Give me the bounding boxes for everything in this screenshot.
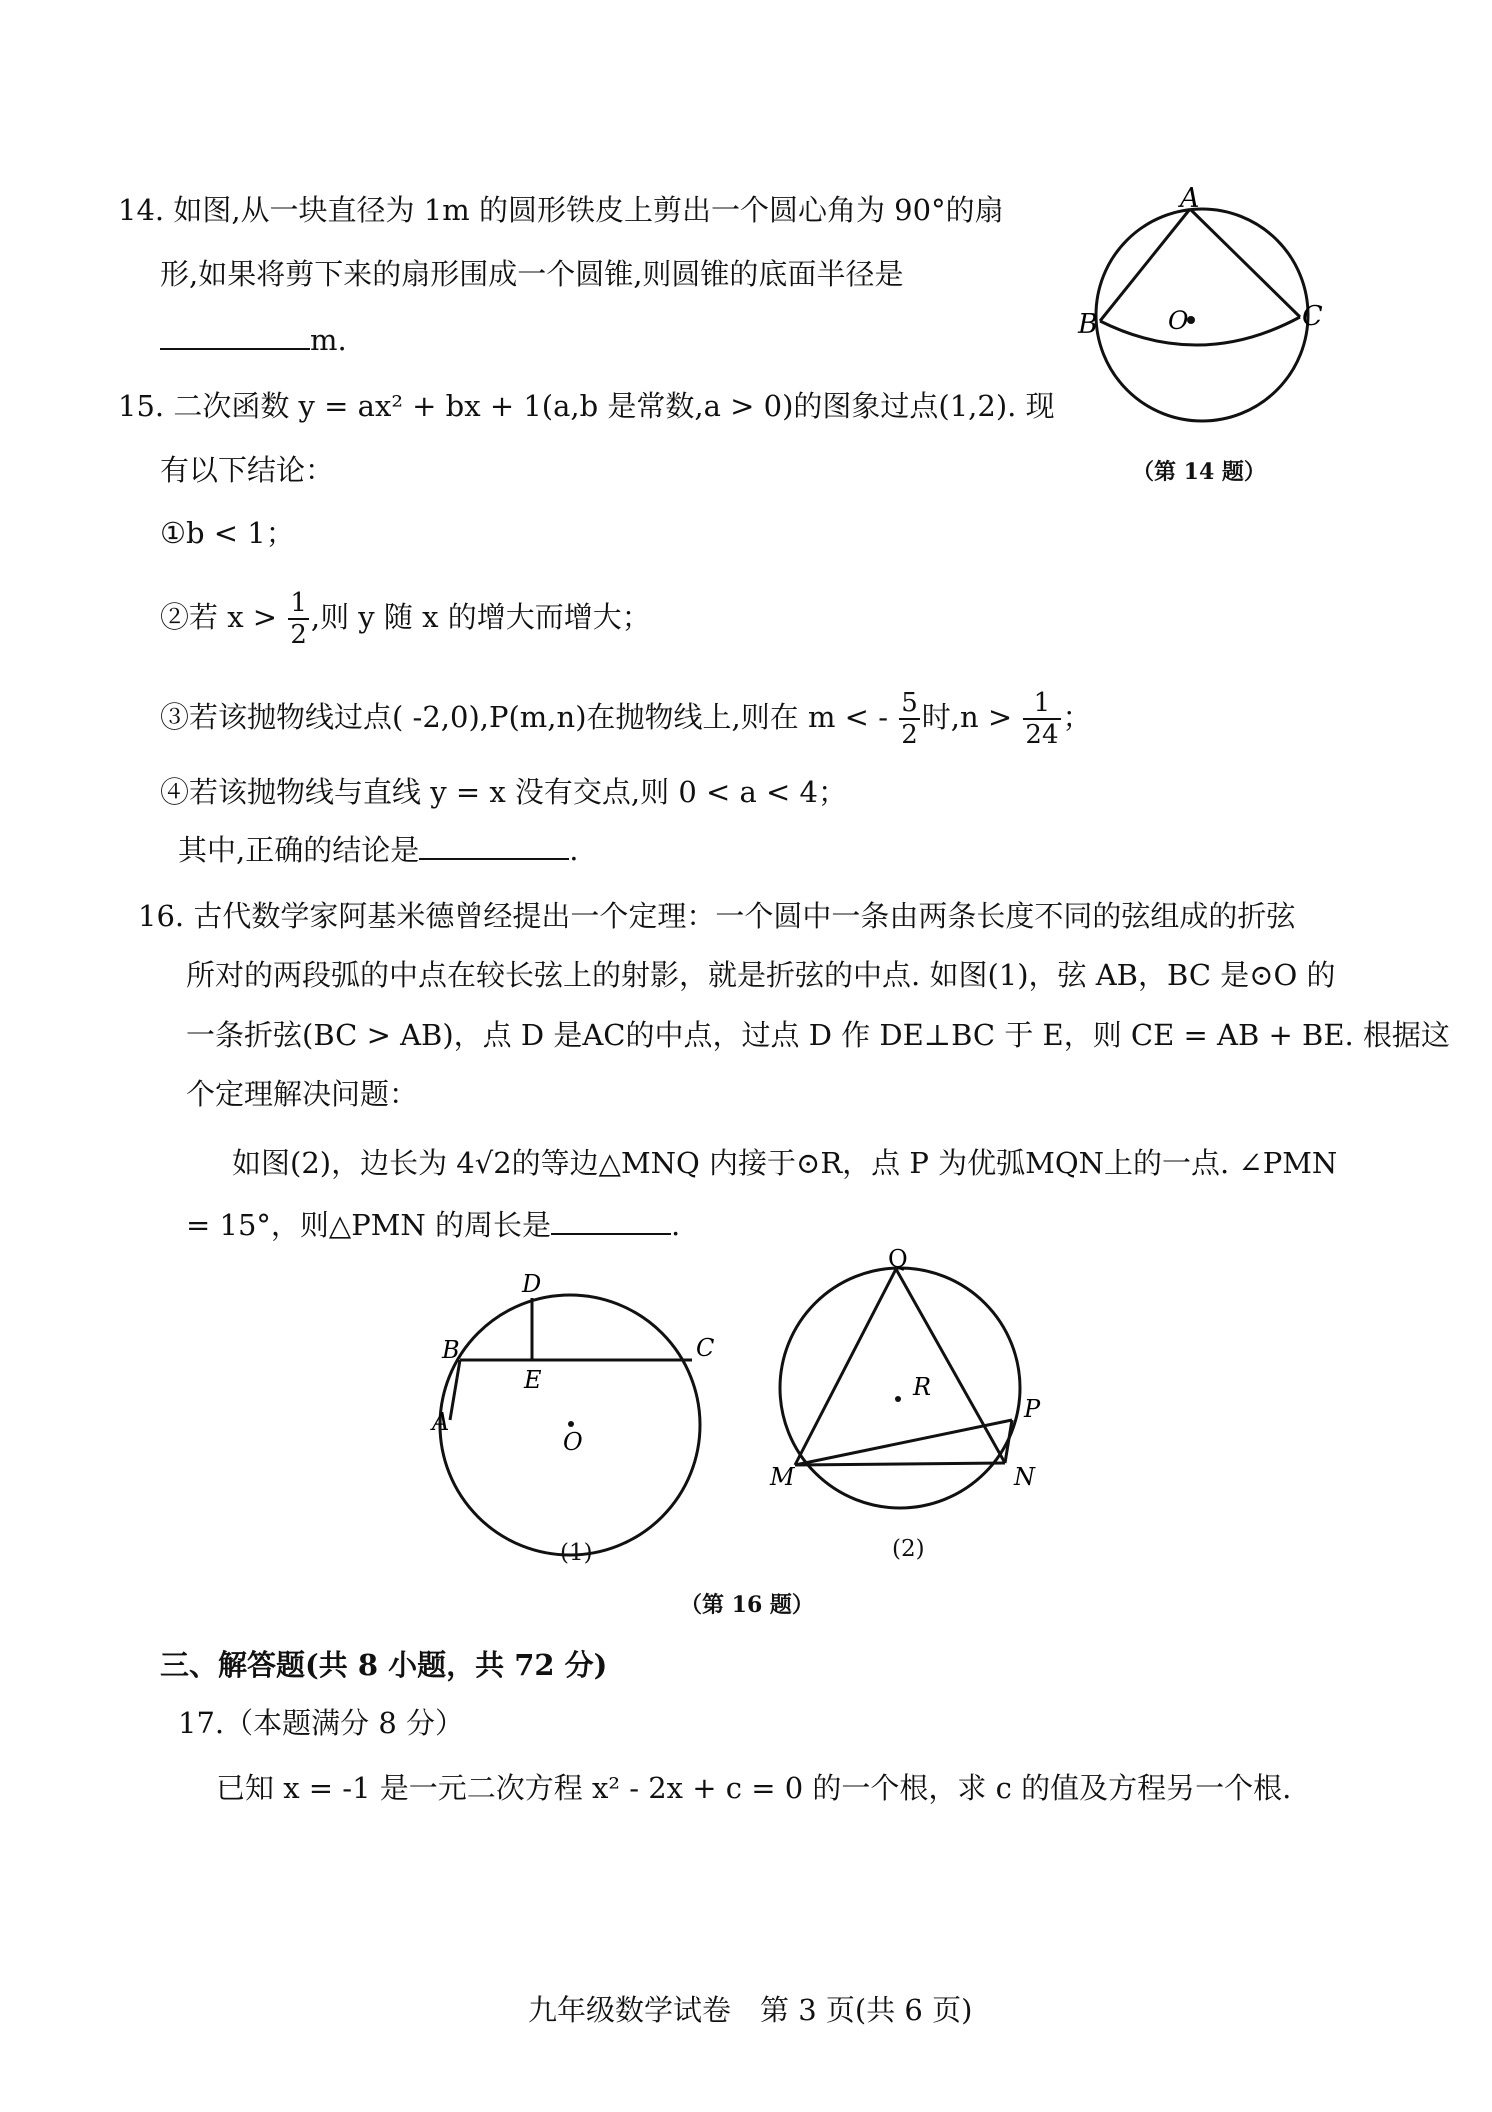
q15-stem-b: 有以下结论： (160, 453, 335, 487)
q16-line5: 如图(2)，边长为 4√2的等边△MNQ 内接于⊙R，点 P 为优弧MQN上的一点. ∠PMN (232, 1146, 1338, 1180)
q15-c2-pre: ②若 x > (160, 600, 278, 634)
q14-number: 14. (118, 193, 165, 227)
q15-c2-numerator: 1 (290, 588, 307, 618)
q14-label-c: C (1302, 301, 1323, 332)
q16-fig1-label-a: A (432, 1408, 450, 1436)
q14-text-1: 如图,从一块直径为 1m 的圆形铁皮上剪出一个圆心角为 90°的扇 (173, 193, 1004, 227)
q17-header: 17.（本题满分 8 分） (178, 1706, 465, 1740)
q16-number: 16. (138, 899, 185, 933)
q16-answer-blank[interactable] (551, 1203, 671, 1235)
q15-ending (178, 828, 578, 870)
q14-label-o: O (1168, 306, 1189, 335)
q16-fig2-side-qm (795, 1269, 896, 1465)
q14-figure (1078, 183, 1323, 445)
q15-c3-pre: ③若该抛物线过点( -2,0),P(m,n)在抛物线上,则在 m < - (160, 700, 888, 734)
q15-conclusion-2 (160, 588, 651, 650)
q15-ending-text: 其中,正确的结论是 (178, 833, 420, 867)
q16-fig2-label-r: R (913, 1373, 932, 1401)
q16-line6-period: . (671, 1208, 681, 1242)
q14-label-b: B (1078, 309, 1098, 340)
q15-stem-a (118, 386, 1055, 426)
q15-conclusion-4: ④若该抛物线与直线 y = x 没有交点,则 0 < a < 4； (160, 775, 848, 809)
q15-stem-text: 二次函数 y = ax² + bx + 1(a,b 是常数,a > 0)的图象过点(1,2). 现 (173, 389, 1055, 423)
q16-figure-2 (760, 1245, 1080, 1510)
q15-number: 15. (118, 389, 165, 423)
q16-line6-text: = 15°，则△PMN 的周长是 (186, 1208, 552, 1242)
q17-body: 已知 x = -1 是一元二次方程 x² - 2x + c = 0 的一个根，求 c 的值及方程另一个根. (216, 1771, 1292, 1805)
q16-fig1-label-b: B (442, 1336, 460, 1364)
q14-circle (1096, 209, 1308, 421)
q16-line2: 所对的两段弧的中点在较长弦上的射影，就是折弦的中点. 如图(1)，弦 AB，BC 是⊙O 的 (186, 958, 1336, 992)
q16-fig2-caption: (2) (892, 1536, 925, 1562)
q15-c3-mid: 时,n > (921, 700, 1013, 734)
q16-line1 (138, 896, 1295, 936)
q16-text-1: 古代数学家阿基米德曾经提出一个定理：一个圆中一条由两条长度不同的弦组成的折弦 (193, 899, 1296, 933)
q16-fig2-segment-mp (795, 1420, 1012, 1465)
q15-c2-fraction (288, 588, 309, 650)
page-footer: 九年级数学试卷 第 3 页(共 6 页) (528, 1993, 973, 2027)
q16-figure-1 (420, 1260, 720, 1570)
q15-c3-denominator-1: 2 (901, 720, 918, 750)
q15-c3-numerator-2: 1 (1023, 688, 1060, 720)
q16-line3: 一条折弦(BC > AB)，点 D 是AC的中点，过点 D 作 DE⊥BC 于 E，则 CE = AB + BE. 根据这 (186, 1018, 1450, 1052)
q15-c2-post: ,则 y 随 x 的增大而增大； (310, 600, 651, 634)
q16-fig1-caption: (1) (560, 1540, 593, 1566)
q14-line1 (118, 190, 1004, 230)
q16-fig1-label-d: D (522, 1270, 542, 1298)
q16-fig1-label-c: C (696, 1334, 715, 1362)
q15-c3-fraction-2 (1023, 688, 1060, 750)
q15-ending-period: . (569, 833, 579, 867)
q16-fig1-label-e: E (524, 1366, 542, 1394)
q15-conclusion-3 (160, 688, 1092, 750)
q15-answer-blank[interactable] (419, 828, 569, 860)
q16-fig2-side-mn (795, 1463, 1005, 1465)
q16-fig2-label-m: M (770, 1463, 795, 1491)
q16-fig2-label-n: N (1014, 1463, 1035, 1491)
q15-c3-numerator-1: 5 (901, 688, 918, 718)
q14-caption: （第 14 题） (1132, 459, 1266, 485)
q16-fig1-label-o: O (563, 1428, 583, 1456)
q14-radius-ac (1190, 209, 1300, 317)
q16-fig1-center-dot (568, 1421, 574, 1427)
q14-unit: m. (310, 323, 347, 357)
q16-fig2-label-p: P (1024, 1395, 1041, 1423)
q15-c3-post: ； (1062, 700, 1092, 734)
q14-label-a: A (1180, 183, 1200, 214)
q15-conclusion-1: ①b < 1； (160, 516, 295, 550)
q14-answer-line (160, 318, 347, 360)
q16-fig2-center-dot (895, 1396, 901, 1402)
q14-line2: 形,如果将剪下来的扇形围成一个圆锥,则圆锥的底面半径是 (160, 257, 904, 291)
section3-heading: 三、解答题(共 8 小题，共 72 分) (160, 1648, 608, 1682)
q16-caption: （第 16 题） (680, 1592, 814, 1618)
q15-c3-denominator-2: 24 (1025, 720, 1059, 750)
q16-line4: 个定理解决问题： (186, 1077, 419, 1111)
q14-sector-arc (1100, 317, 1300, 345)
q15-c3-fraction-1 (899, 688, 920, 750)
q15-c2-denominator: 2 (290, 620, 307, 650)
q16-fig2-label-q: Q (888, 1245, 908, 1273)
q14-answer-blank[interactable] (160, 318, 310, 350)
q16-line6 (186, 1203, 680, 1245)
q16-fig2-circle (780, 1268, 1020, 1508)
